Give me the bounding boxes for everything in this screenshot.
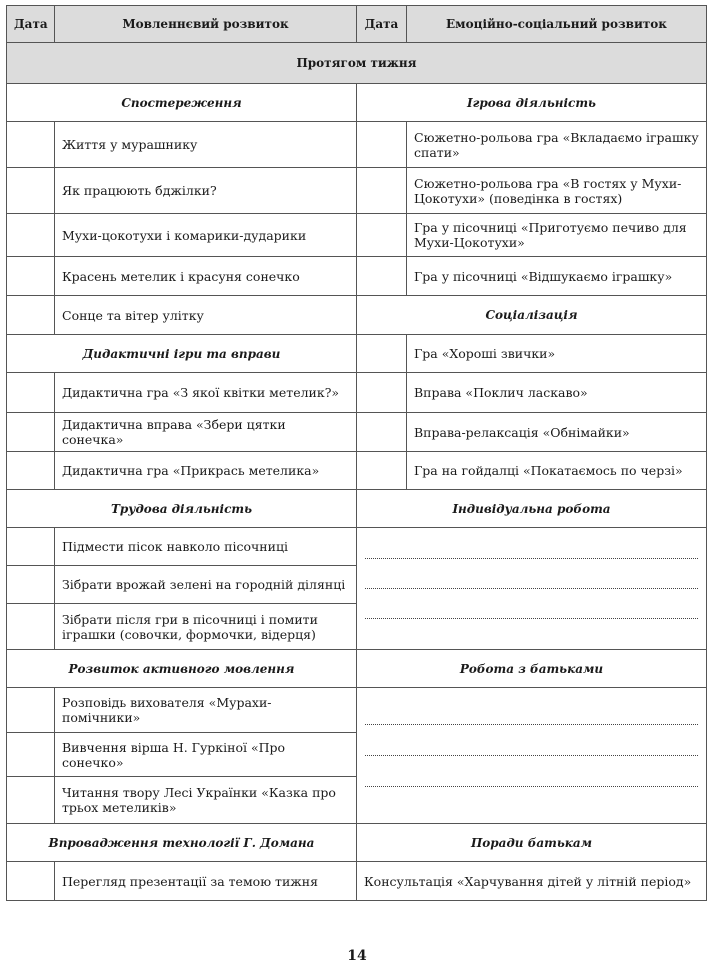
date-cell [357, 452, 407, 490]
date-cell [7, 528, 55, 566]
date-cell [7, 777, 55, 824]
date-cell [357, 413, 407, 452]
table-row [7, 257, 707, 296]
section-game-activity: Ігрова діяльність [357, 84, 707, 122]
table-row [7, 296, 707, 335]
section-parents-work: Робота з батьками [357, 650, 707, 688]
didactic-item: Дидактична гра «З якої квітки метелик?» [55, 373, 357, 413]
header-date-2: Дата [357, 6, 407, 43]
header-date-1: Дата [7, 6, 55, 43]
section-socialization: Соціалізація [357, 296, 707, 335]
speech-item: Розповідь вихователя «Мурахи-помічники» [55, 688, 357, 733]
observation-item: Мухи-цокотухи і комарики-дударики [55, 214, 357, 257]
dotted-line [365, 724, 698, 725]
section-row [7, 490, 707, 528]
date-cell [7, 566, 55, 604]
date-cell [7, 413, 55, 452]
section-doman: Впровадження технології Г. Домана [7, 824, 357, 862]
section-observation: Спостереження [7, 84, 357, 122]
social-item: Гра на гойдалці «Покатаємось по черзі» [407, 452, 707, 490]
table-row [7, 214, 707, 257]
observation-item: Сонце та вітер улітку [55, 296, 357, 335]
section-parents-advice: Поради батькам [357, 824, 707, 862]
date-cell [7, 688, 55, 733]
date-cell [7, 862, 55, 901]
game-item: Гра у пісочниці «Приготуємо печиво для Мухи-Цокотухи» [407, 214, 707, 257]
parents-work-blank [357, 688, 707, 824]
dotted-line [365, 618, 698, 619]
observation-item: Красень метелик і красуня сонечко [55, 257, 357, 296]
dotted-line [365, 558, 698, 559]
table-row [7, 528, 707, 566]
labor-item: Підмести пісок навколо пісочниці [55, 528, 357, 566]
week-row [7, 43, 707, 84]
table-row [7, 335, 707, 373]
speech-item: Вивчення вірша Н. Гуркіної «Про сонечко» [55, 733, 357, 777]
section-individual: Індивідуальна робота [357, 490, 707, 528]
social-item: Вправа-релаксація «Обнімайки» [407, 413, 707, 452]
date-cell [7, 214, 55, 257]
social-item: Гра «Хороші звички» [407, 335, 707, 373]
date-cell [7, 122, 55, 168]
table-row [7, 413, 707, 452]
date-cell [7, 604, 55, 650]
observation-item: Життя у мурашнику [55, 122, 357, 168]
social-item: Вправа «Поклич ласкаво» [407, 373, 707, 413]
table-row [7, 452, 707, 490]
date-cell [7, 296, 55, 335]
game-item: Гра у пісочниці «Відшукаємо іграшку» [407, 257, 707, 296]
date-cell [357, 335, 407, 373]
dotted-line [365, 786, 698, 787]
date-cell [357, 373, 407, 413]
advice-item: Консультація «Харчування дітей у літній період» [357, 862, 707, 901]
speech-item: Читання твору Лесі Українки «Казка про трьох метеликів» [55, 777, 357, 824]
date-cell [357, 257, 407, 296]
header-speech-development: Мовленнєвий розвиток [55, 6, 357, 43]
week-title: Протягом тижня [7, 43, 707, 84]
page-number: 14 [347, 948, 367, 964]
dotted-line [365, 755, 698, 756]
section-labor: Трудова діяльність [7, 490, 357, 528]
section-didactic: Дидактичні ігри та вправи [7, 335, 357, 373]
section-row [7, 650, 707, 688]
didactic-item: Дидактична вправа «Збери цятки сонечка» [55, 413, 357, 452]
header-row [7, 6, 707, 43]
date-cell [357, 214, 407, 257]
date-cell [357, 168, 407, 214]
table-row [7, 122, 707, 168]
section-row [7, 84, 707, 122]
labor-item: Зібрати врожай зелені на городній ділянці [55, 566, 357, 604]
game-item: Сюжетно-рольова гра «В гостях у Мухи-Цокотухи» (поведінка в гостях) [407, 168, 707, 214]
table-row [7, 168, 707, 214]
game-item: Сюжетно-рольова гра «Вкладаємо іграшку спати» [407, 122, 707, 168]
section-active-speech: Розвиток активного мовлення [7, 650, 357, 688]
date-cell [357, 122, 407, 168]
plan-table [6, 5, 707, 901]
labor-item: Зібрати після гри в пісочниці і помити іграшки (совочки, формочки, відерця) [55, 604, 357, 650]
date-cell [7, 257, 55, 296]
date-cell [7, 452, 55, 490]
table-row [7, 373, 707, 413]
section-row [7, 824, 707, 862]
doman-item: Перегляд презентації за темою тижня [55, 862, 357, 901]
table-row [7, 688, 707, 733]
date-cell [7, 733, 55, 777]
observation-item: Як працюють бджілки? [55, 168, 357, 214]
didactic-item: Дидактична гра «Прикрась метелика» [55, 452, 357, 490]
individual-work-blank [357, 528, 707, 650]
date-cell [7, 168, 55, 214]
dotted-line [365, 588, 698, 589]
header-emotional-social-development: Емоційно-соціальний розвиток [407, 6, 707, 43]
date-cell [7, 373, 55, 413]
table-row [7, 862, 707, 901]
